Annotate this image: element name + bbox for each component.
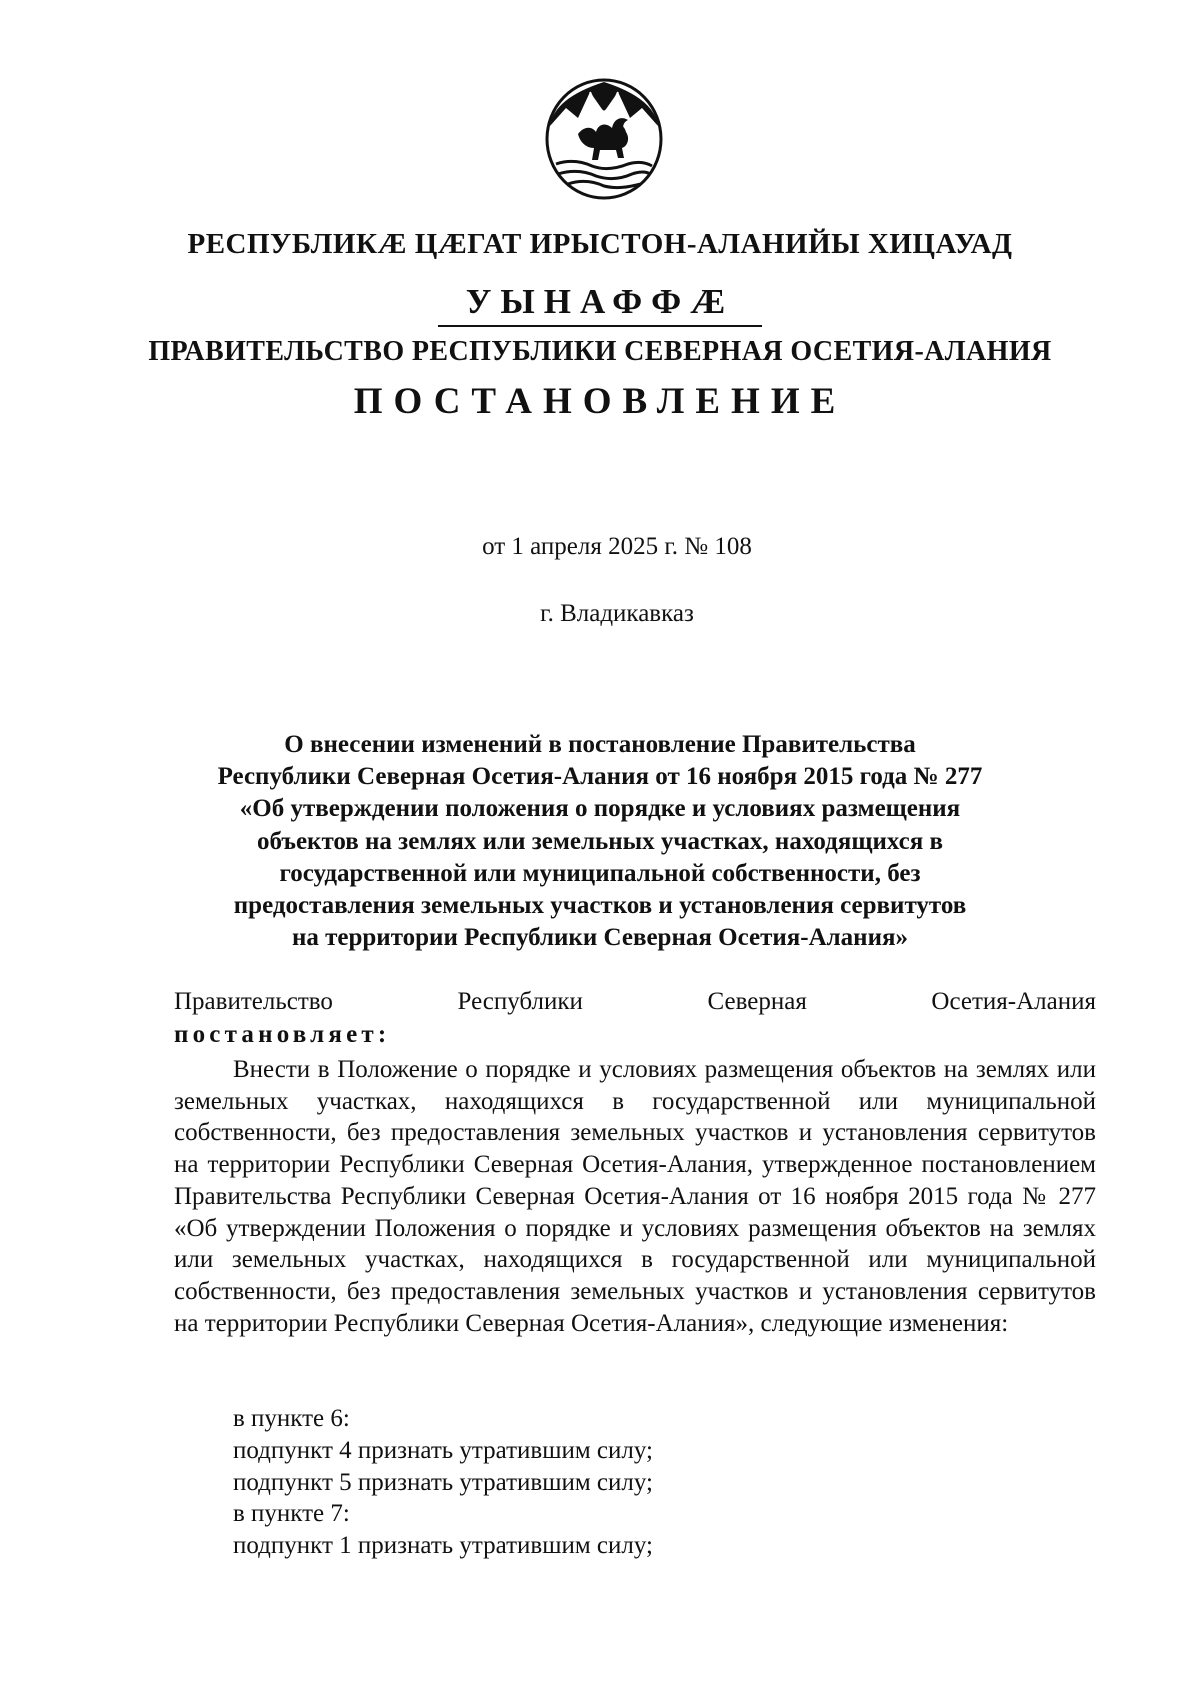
preamble: Правительство Республики Северная Осетия-Алания — [174, 988, 1096, 1015]
title-line: «Об утверждении положения о порядке и условиях размещения — [239, 795, 961, 823]
list-item: в пункте 7: — [233, 1500, 350, 1528]
russian-government-name: ПРАВИТЕЛЬСТВО РЕСПУБЛИКИ СЕВЕРНАЯ ОСЕТИЯ-АЛАНИЯ — [148, 336, 1052, 367]
list-item: подпункт 1 признать утратившим силу; — [233, 1532, 653, 1560]
title-line: Республики Северная Осетия-Алания от 16 ноября 2015 года № 277 — [217, 763, 983, 791]
decree-word: постановляет: — [174, 1021, 391, 1048]
document-title — [170, 729, 1030, 954]
russian-document-type: ПОСТАНОВЛЕНИЕ — [353, 381, 847, 422]
coat-of-arms-emblem — [544, 78, 664, 200]
main-paragraph: Внести в Положение о порядке и условиях размещения объектов на землях или земельных участках, находящихся в государственной или муниципальной собственности, без предоставления земельных участков и установления сервитутов на территории Республики Северная Осетия-Алания, утвержденное постановлением Правительства Республики Северная Осетия-Алания от 16 ноября 2015 года № 277 «Об утверждении Положения о порядке и условиях размещения объектов на землях или земельных участках, находящихся в государственной или муниципальной собственности, без предоставления земельных участков и установления сервитутов на территории Республики Северная Осетия-Алания», следующие изменения: — [174, 1056, 1096, 1337]
title-line: на территории Республики Северная Осетия-Алания» — [291, 924, 909, 952]
title-line: предоставления земельных участков и установления сервитутов — [233, 892, 967, 920]
ossetian-document-type: УЫНАФФӔ — [465, 282, 735, 321]
title-line: объектов на землях или земельных участках, находящихся в — [257, 827, 943, 855]
title-line: государственной или муниципальной собственности, без — [279, 859, 921, 887]
amendments-list — [233, 1403, 653, 1562]
list-item: подпункт 4 признать утратившим силу; — [233, 1436, 653, 1464]
header-divider — [438, 325, 762, 327]
document-date-number: от 1 апреля 2025 г. № 108 — [482, 533, 752, 560]
document-city: г. Владикавказ — [540, 600, 694, 627]
list-item: в пункте 6: — [233, 1405, 350, 1432]
list-item: подпункт 5 признать утратившим силу; — [233, 1468, 653, 1496]
ossetian-government-name: РЕСПУБЛИКӔ ЦӔГАТ ИРЫСТОН-АЛАНИЙЫ ХИЦАУАД — [187, 228, 1013, 260]
title-line: О внесении изменений в постановление Правительства — [284, 731, 916, 758]
